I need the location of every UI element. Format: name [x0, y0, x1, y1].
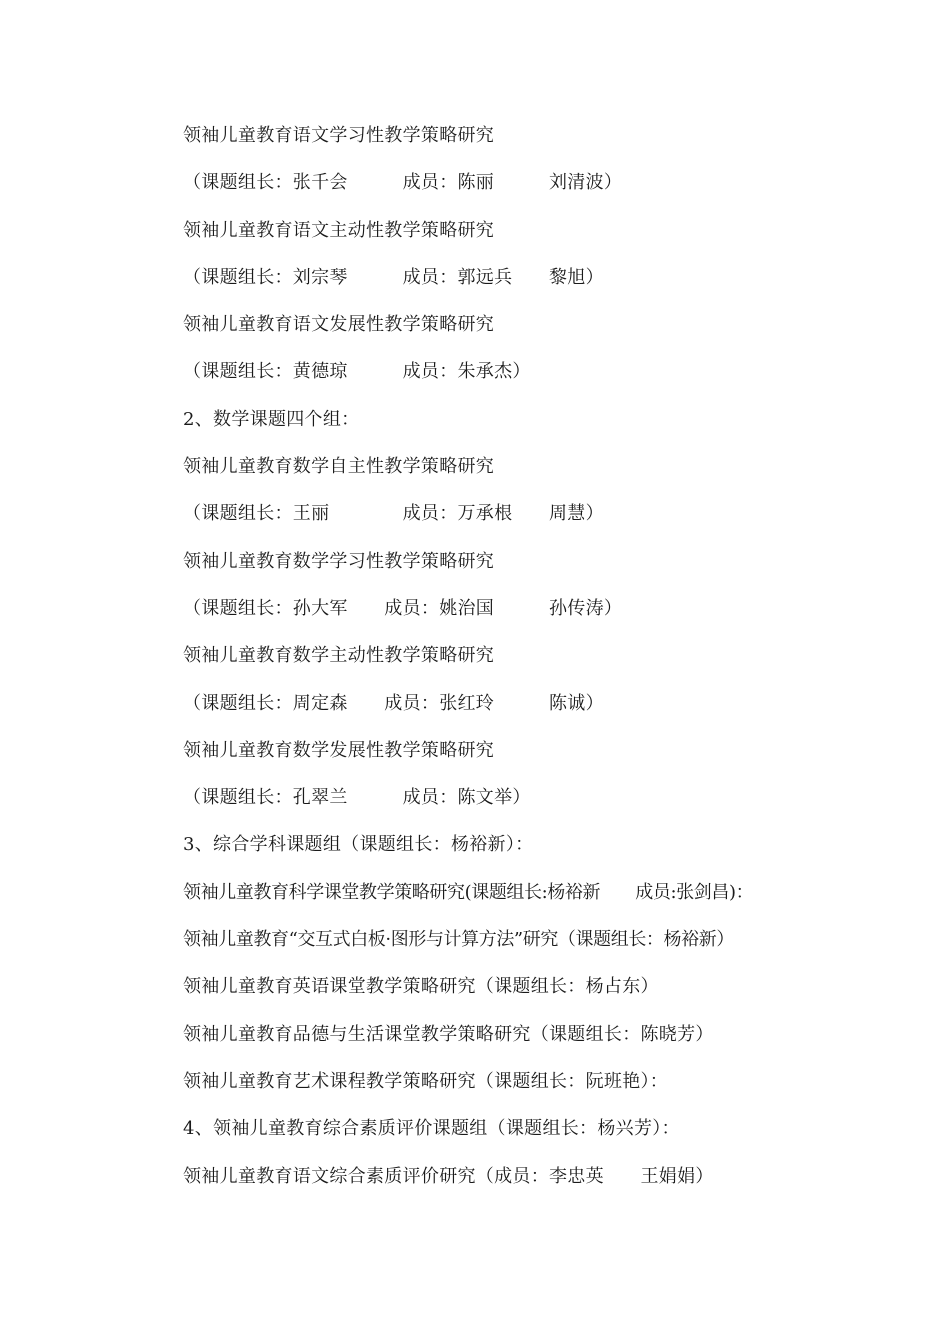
project-members: （课题组长：王丽 成员：万承根 周慧）: [183, 503, 604, 525]
project-title: 领袖儿童教育语文综合素质评价研究（成员：李忠英 王娟娟）: [183, 1165, 714, 1187]
project-title: 领袖儿童教育数学主动性教学策略研究: [183, 645, 495, 667]
project-title: 领袖儿童教育数学发展性教学策略研究: [183, 739, 495, 761]
project-title: 领袖儿童教育数学学习性教学策略研究: [183, 550, 495, 572]
project-title: 领袖儿童教育“交互式白板·图形与计算方法”研究（课题组长：杨裕新）: [183, 929, 734, 951]
project-title: 领袖儿童教育英语课堂教学策略研究（课题组长：杨占东）: [183, 976, 659, 998]
project-members: （课题组长：张千会 成员：陈丽 刘清波）: [183, 172, 623, 194]
section-heading-evaluation: 4、领袖儿童教育综合素质评价课题组（课题组长：杨兴芳）：: [183, 1118, 680, 1140]
project-title: 领袖儿童教育艺术课程教学策略研究（课题组长：阮班艳）：: [183, 1070, 669, 1092]
section-heading-comprehensive: 3、综合学科课题组（课题组长：杨裕新）：: [183, 834, 534, 856]
project-members: （课题组长：黄德琼 成员：朱承杰）: [183, 361, 531, 383]
project-title: 领袖儿童教育品德与生活课堂教学策略研究（课题组长：陈晓芳）: [183, 1023, 714, 1045]
project-title: 领袖儿童教育语文发展性教学策略研究: [183, 314, 495, 336]
project-members: （课题组长：孔翠兰 成员：陈文举）: [183, 787, 531, 809]
project-title: 领袖儿童教育数学自主性教学策略研究: [183, 456, 495, 478]
project-members: （课题组长：孙大军 成员：姚治国 孙传涛）: [183, 597, 623, 619]
project-members: （课题组长：刘宗琴 成员：郭远兵 黎旭）: [183, 266, 604, 288]
project-title: 领袖儿童教育科学课堂教学策略研究(课题组长:杨裕新 成员:张剑昌)：: [183, 881, 754, 903]
project-title: 领袖儿童教育语文学习性教学策略研究: [183, 125, 495, 146]
project-title: 领袖儿童教育语文主动性教学策略研究: [183, 219, 495, 241]
document-body: [183, 122, 903, 1210]
section-heading-math: 2、数学课题四个组：: [183, 408, 360, 430]
project-members: （课题组长：周定森 成员：张红玲 陈诚）: [183, 692, 604, 714]
